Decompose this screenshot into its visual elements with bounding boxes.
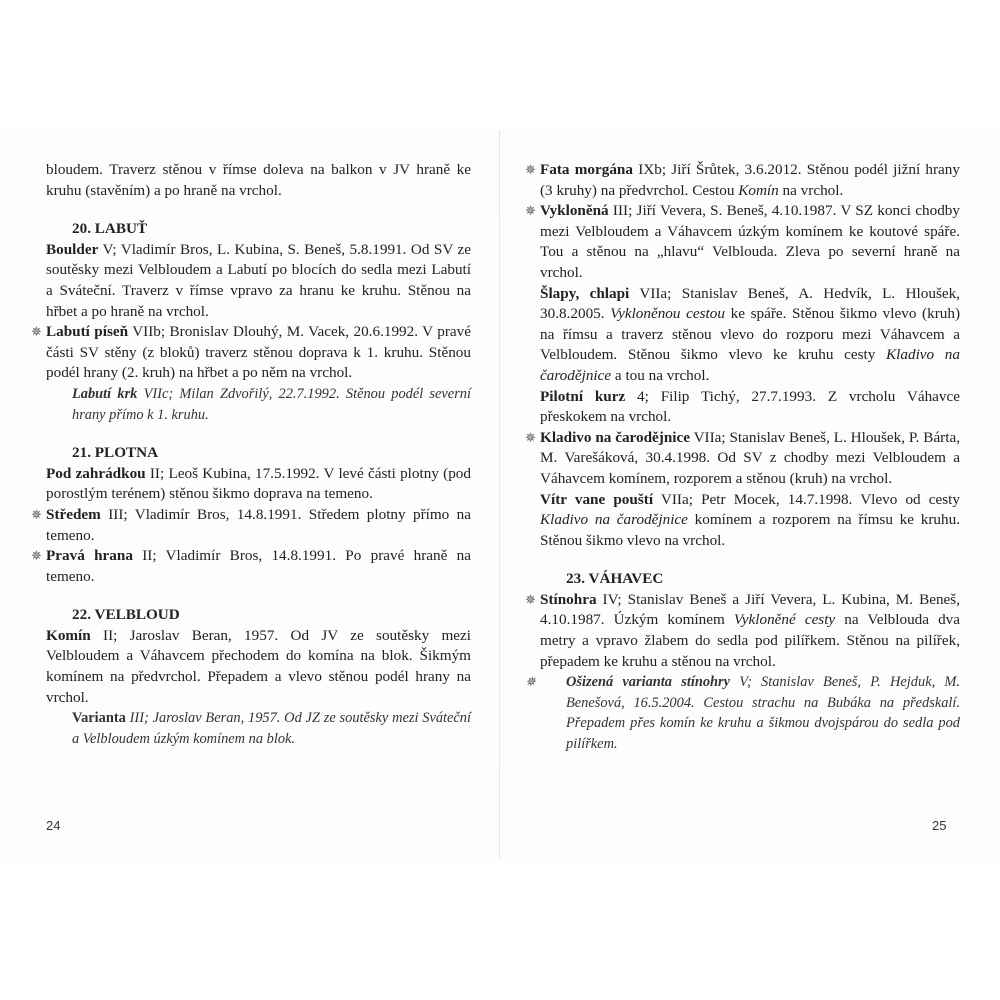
route-description: IV; Stanislav Beneš a Jiří Vevera, L. Kubina, M. Beneš, 4.10.1987. Úzkým komínem — [540, 590, 960, 629]
star-icon: ✵ — [525, 429, 536, 445]
route-name: Pilotní kurz — [540, 387, 626, 405]
route-entry — [540, 284, 960, 387]
route-description: III; Jiří Vevera, S. Beneš, 4.10.1987. V SZ konci chodby mezi Velbloudem a Váhavcem úzkým komínem ke koutové spáře. Tou a stěnou na „hlavu“ Velblouda. Zleva po severní hraně na vrchol. — [540, 202, 960, 281]
section-title-vahavec: 23. VÁHAVEC — [566, 570, 664, 588]
route-reference: Vykloněné cesty — [733, 611, 836, 629]
route-name: Fata morgána — [540, 161, 633, 178]
route-entry — [31, 505, 471, 546]
route-entry — [31, 322, 471, 384]
route-name: Šlapy, chlapi — [540, 284, 630, 302]
star-icon: ✵ — [525, 674, 536, 690]
route-description-mid: ke spáře. Stěnou šikmo vlevo (kruh) na římsu a traverz stěnou vlevo do rozporu mezi Váhavcem a Velbloudem. Stěnou šikmo vlevo ke kruhu cesty — [540, 305, 961, 364]
route-variant — [46, 384, 471, 425]
route-name: Pod zahrádkou — [46, 464, 146, 482]
variant-name: Varianta — [72, 710, 126, 727]
route-name: Pravá hrana — [46, 547, 133, 565]
route-description: II; Vladimír Bros, 14.8.1991. Po pravé hraně na temeno. — [46, 547, 471, 585]
route-description-end: na vrchol. — [778, 181, 844, 199]
route-description: VIIa; Petr Mocek, 14.7.1998. Vlevo od cesty — [653, 490, 960, 508]
route-entry — [525, 428, 960, 490]
route-name: Středem — [46, 505, 101, 523]
continuation-text: bloudem. Traverz stěnou v římse doleva na balkon v JV hraně ke kruhu (stavěním) a po hraně na vrchol. — [46, 161, 471, 199]
variant-name: Ošizená varianta stínohry — [566, 674, 731, 691]
route-entry — [46, 464, 471, 505]
route-reference: Vykloněnou cestou — [610, 305, 725, 323]
route-reference: Komín — [738, 181, 779, 199]
star-icon: ✵ — [525, 162, 536, 177]
route-entry — [540, 490, 960, 552]
route-name: Vykloněná — [540, 202, 609, 220]
route-description: VIIb; Bronislav Dlouhý, M. Vacek, 20.6.1992. V pravé části SV stěny (z bloků) traverz stěnou doprava k 1. kruhu. Stěnou podél hrany (2. kruh) na hřbet a po něm na vrchol. — [46, 323, 471, 382]
route-description-end: a tou na vrchol. — [611, 366, 710, 384]
route-reference: Kladivo na čarodějnice — [540, 511, 688, 529]
section-title-plotna: 21. PLOTNA — [72, 444, 159, 462]
route-description: 4; Filip Tichý, 27.7.1993. Z vrcholu Váhavce přeskokem na vrchol. — [540, 387, 960, 426]
variant-name: Labutí krk — [72, 385, 138, 402]
book-gutter — [499, 130, 500, 860]
section-title-labut: 20. LABUŤ — [72, 220, 148, 238]
route-description-end: na Velblouda dva metry a vpravo žlabem do sedla pod pilířkem. Stěnou na pilířek, přepadem ke kruhu a stěnou na vrchol. — [540, 611, 961, 670]
route-variant — [525, 672, 961, 754]
route-entry — [525, 201, 960, 283]
route-name: Komín — [46, 626, 91, 644]
route-description: VIIa; Stanislav Beneš, L. Hloušek, P. Bárta, M. Varešáková, 30.4.1998. Od SV z chodby mezi Velbloudem a Váhavcem komínem, rozporem a stěnou (kruh) na vrchol. — [540, 428, 960, 487]
route-description: VIIa; Stanislav Beneš, A. Hedvík, L. Hloušek, 30.8.2005. — [540, 284, 960, 323]
route-name: Boulder — [46, 240, 99, 258]
route-entry — [540, 387, 960, 428]
page-number-left: 24 — [46, 818, 61, 833]
route-entry — [46, 626, 471, 708]
route-description: II; Jaroslav Beran, 1957. Od JV ze soutěsky mezi Velbloudem a Váhavcem přechodem do komína na blok. Šikmým komínem na předvrchol. Přepadem a vlevo stěnou podél hrany na vrchol. — [46, 626, 471, 706]
route-name: Kladivo na čarodějnice — [540, 428, 690, 446]
route-name: Stínohra — [540, 590, 597, 608]
left-page — [31, 160, 471, 749]
route-description: III; Vladimír Bros, 14.8.1991. Středem plotny přímo na temeno. — [46, 505, 471, 544]
route-description: II; Leoš Kubina, 17.5.1992. V levé části plotny (pod porostlým terénem) stěnou šikmo doprava na temeno. — [46, 464, 471, 503]
route-description: V; Vladimír Bros, L. Kubina, S. Beneš, 5.8.1991. Od SV ze soutěsky mezi Velbloudem a Labutí po blocích do sedla mezi Labutí a Sváteční. Traverz v římse vpravo za hranu ke kruhu. Stěnou na hřbet a po hraně na vrchol. — [46, 240, 471, 320]
route-reference: Kladivo na čarodějnice — [540, 346, 960, 384]
route-description-end: komínem a rozporem na římsu ke kruhu. Stěnou šikmo vlevo na vrchol. — [540, 511, 961, 549]
star-icon: ✵ — [31, 548, 42, 564]
section-title-velbloud: 22. VELBLOUD — [72, 606, 180, 624]
star-icon: ✵ — [31, 506, 42, 522]
variant-description: VIIc; Milan Zdvořilý, 22.7.1992. Stěnou podél severní hrany přímo k 1. kruhu. — [72, 385, 471, 423]
route-entry — [46, 240, 471, 322]
page-number-right: 25 — [932, 818, 947, 833]
right-page — [525, 160, 961, 755]
star-icon: ✵ — [525, 591, 536, 607]
star-icon: ✵ — [525, 203, 536, 219]
route-entry — [31, 546, 471, 587]
variant-description: III; Jaroslav Beran, 1957. Od JZ ze soutěsky mezi Sváteční a Velbloudem úzkým komínem na blok. — [72, 710, 471, 747]
variant-description: V; Stanislav Beneš, P. Hejduk, M. Benešová, 16.5.2004. Cestou strachu na Bubáka na předskalí. Přepadem přes komín ke kruhu a šikmou dvojspárou do sedla pod pilířkem. — [566, 674, 961, 753]
route-variant — [46, 708, 471, 749]
route-name: Vítr vane pouští — [540, 490, 654, 508]
star-icon: ✵ — [31, 324, 42, 340]
route-description: IXb; Jiří Šrůtek, 3.6.2012. Stěnou podél jižní hrany (3 kruhy) na předvrchol. Cestou — [540, 161, 960, 199]
route-entry — [525, 160, 960, 201]
route-entry — [525, 590, 961, 672]
route-name: Labutí píseň — [46, 323, 129, 341]
